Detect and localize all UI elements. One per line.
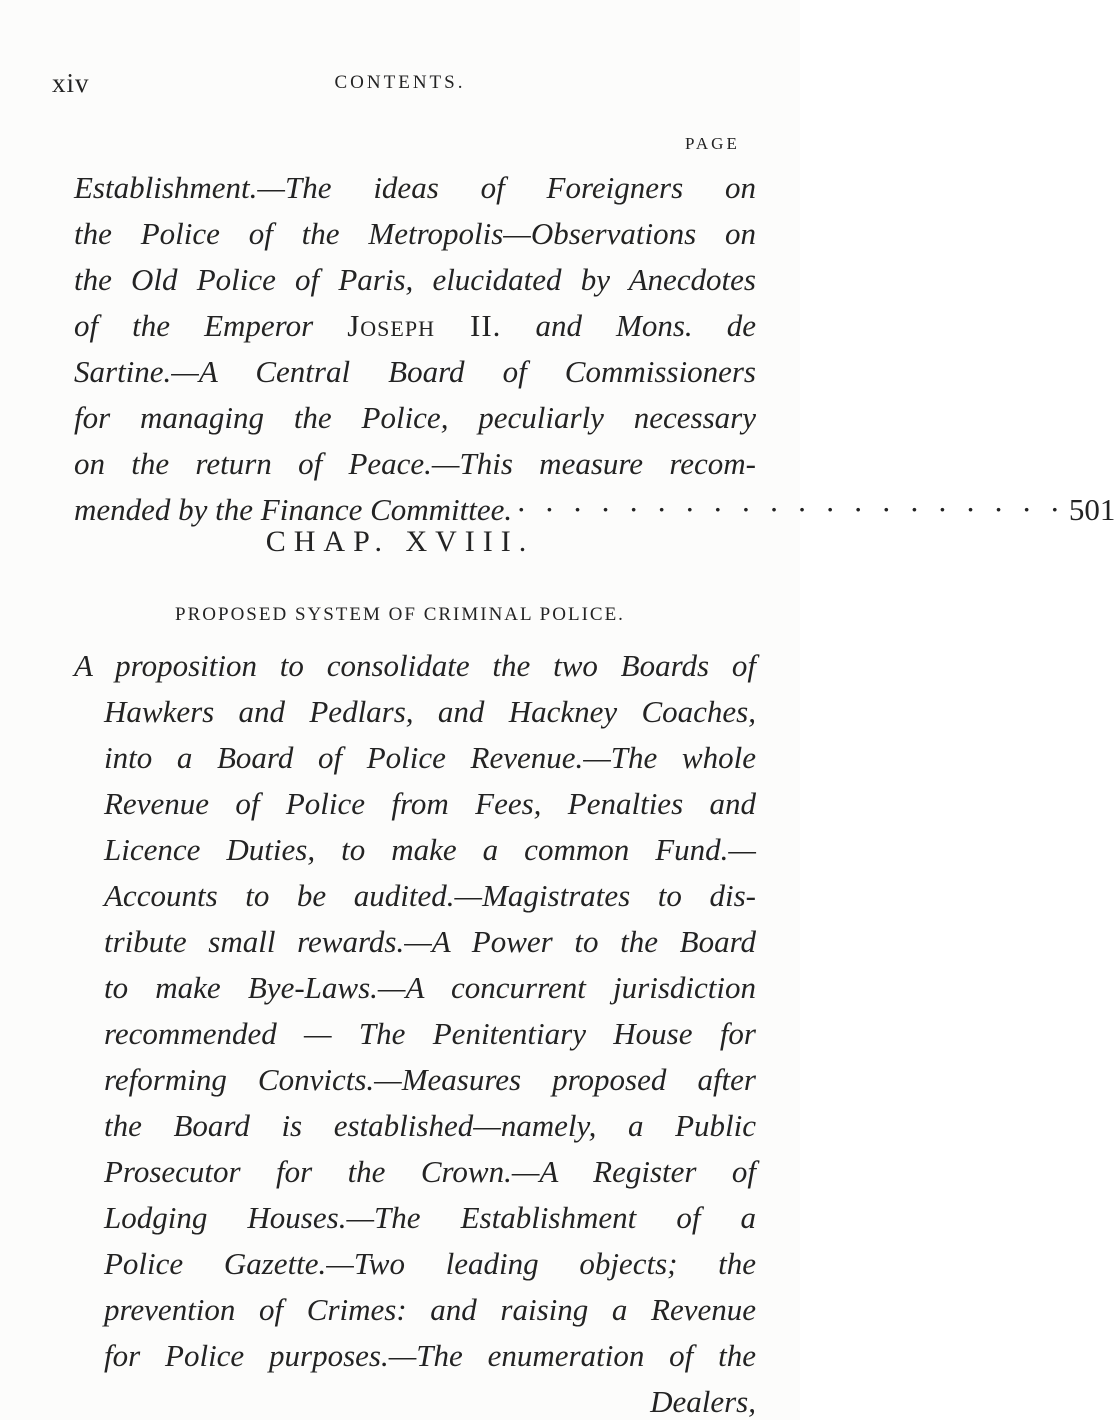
text-line: prevention of Crimes: and raising a Revenue	[104, 1292, 756, 1327]
text-line: Lodging Houses.—The Establishment of a	[104, 1200, 756, 1235]
running-head-title: CONTENTS.	[334, 72, 466, 93]
text-line: reforming Convicts.—Measures proposed after	[104, 1062, 756, 1097]
text-line	[74, 303, 756, 349]
contents-entry-establishment	[74, 165, 1115, 533]
text-line: on the return of Peace.—This measure recom-	[74, 446, 756, 481]
page-reference: 501	[1068, 492, 1115, 527]
text-line: for managing the Police, peculiarly necessary	[74, 400, 756, 435]
catchword: Dealers,	[650, 1384, 756, 1419]
dot-leader: · · · · · · · · · · · · · · · · · · · ·	[516, 492, 1065, 527]
running-head	[0, 68, 800, 108]
text-line: recommended — The Penitentiary House for	[104, 1016, 756, 1051]
contents-entry-chapter-summary	[74, 643, 756, 1425]
text-line: to make Bye-Laws.—A concurrent jurisdiction	[104, 970, 756, 1005]
text-line: Licence Duties, to make a common Fund.—	[104, 832, 756, 867]
text-line: Accounts to be audited.—Magistrates to dis-	[104, 878, 756, 913]
text-line: for Police purposes.—The enumeration of the	[104, 1338, 756, 1373]
text-line: Establishment.—The ideas of Foreigners on	[74, 170, 756, 205]
chapter-heading: CHAP. XVIII.	[265, 525, 535, 558]
text-line: Police Gazette.—Two leading objects; the	[104, 1246, 756, 1281]
text-line: into a Board of Police Revenue.—The whole	[104, 740, 756, 775]
text-fragment: and Mons. de	[501, 308, 756, 343]
text-line: the Police of the Metropolis—Observations on	[74, 216, 756, 251]
text-line: the Board is established—namely, a Public	[104, 1108, 756, 1143]
text-line: tribute small rewards.—A Power to the Board	[104, 924, 756, 959]
name-smallcaps: Joseph II.	[347, 308, 502, 343]
text-line: Revenue of Police from Fees, Penalties and	[104, 786, 756, 821]
text-line: Hawkers and Pedlars, and Hackney Coaches,	[104, 694, 756, 729]
text-line: the Old Police of Paris, elucidated by Anecdotes	[74, 262, 756, 297]
chapter-subtitle: PROPOSED SYSTEM OF CRIMINAL POLICE.	[175, 604, 625, 625]
page-column-label: PAGE	[685, 134, 740, 153]
text-line: Prosecutor for the Crown.—A Register of	[104, 1154, 756, 1189]
text-fragment: mended by the Finance Committee.	[74, 492, 513, 527]
page-number: xiv	[52, 68, 90, 98]
text-fragment: of the Emperor	[74, 308, 348, 343]
text-line: A proposition to consolidate the two Boards of	[74, 648, 756, 683]
text-line: Sartine.—A Central Board of Commissioners	[74, 354, 756, 389]
